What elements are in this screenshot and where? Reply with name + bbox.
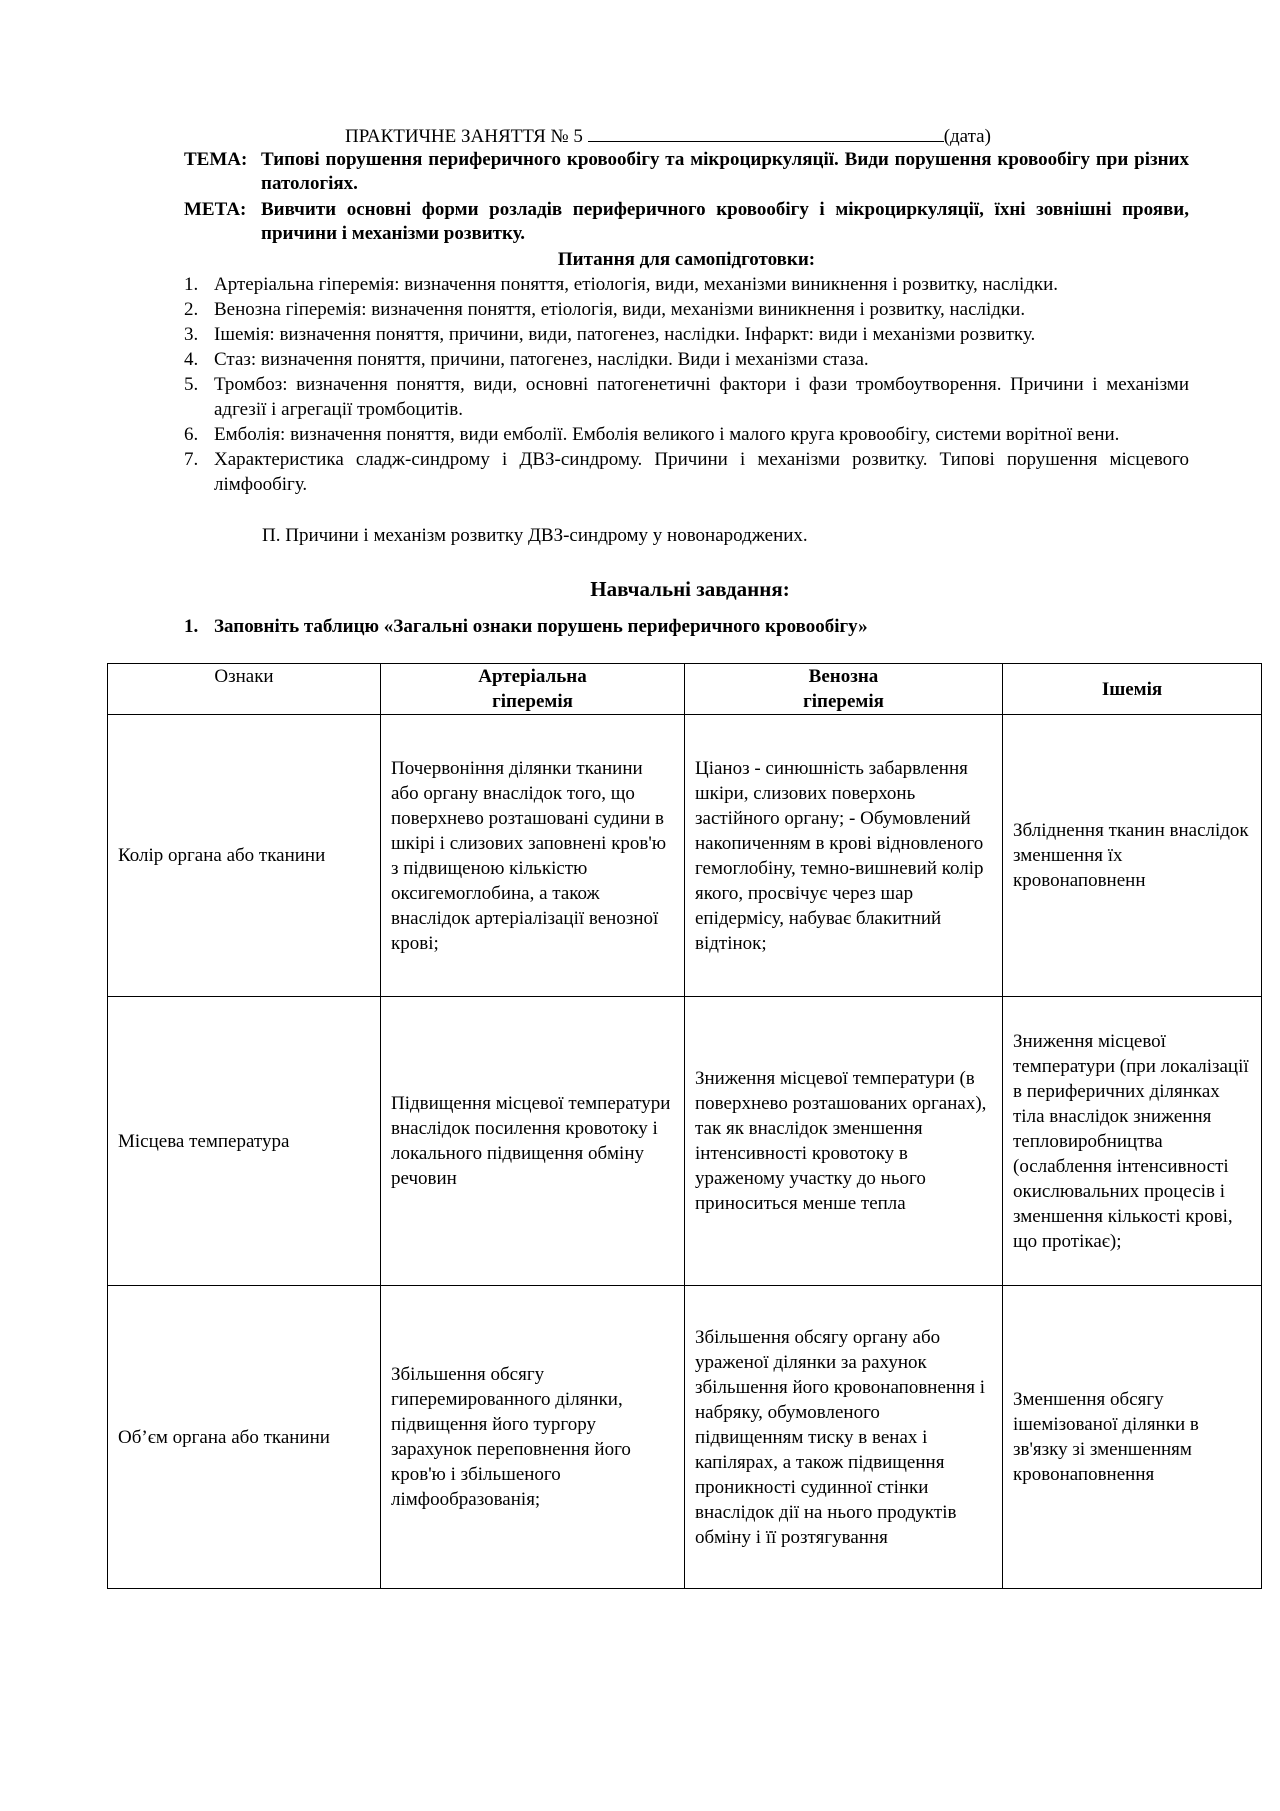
list-item xyxy=(184,322,1189,347)
signs-table xyxy=(107,663,1262,1589)
self-prep-title: Питання для самопідготовки: xyxy=(557,249,816,270)
task-text: Заповніть таблицю «Загальні ознаки порушень периферичного кровообігу» xyxy=(214,616,868,637)
cell-ischemia: Зменшення обсягу ішемізованої ділянки в зв'язку зі зменшенням кровонаповнення xyxy=(1003,1286,1262,1589)
cell-sign: Об’єм органа або тканини xyxy=(108,1286,381,1589)
tema-block xyxy=(184,148,1189,196)
cell-venous: Збільшення обсягу органу або ураженої ділянки за рахунок збільшення його кровонаповнення і набряку, обумовленого підвищенням тиску в венах і капілярах, а також підвищення проникності судинної стінки внаслідок дії на нього продуктів обміну і її розтягування xyxy=(685,1286,1003,1589)
cell-arterial: Збільшення обсягу гиперемированного ділянки, підвищення його тургору зарахунок переповнення його кров'ю і збільшеного лімфообразованія; xyxy=(381,1286,685,1589)
tema-text: Типові порушення периферичного кровообігу та мікроциркуляції. Види порушення кровообігу при різних патологіях. xyxy=(261,149,1189,194)
cell-venous: Ціаноз - синюшність забарвлення шкіри, слизових поверхонь застійного органу; - Обумовлений накопиченням в крові відновленого гемоглобіну, темно-вишневий колір якого, просвічує через шар епідермісу, набуває блакитний відтінок; xyxy=(685,715,1003,997)
lesson-header xyxy=(345,124,991,149)
header-arterial xyxy=(381,664,685,715)
header-signs: Ознаки xyxy=(108,664,381,715)
list-item-number: 6. xyxy=(184,424,199,445)
list-item-text: Емболія: визначення поняття, види емболії. Емболія великого і малого круга кровообігу, системи ворітної вени. xyxy=(214,424,1120,445)
cell-arterial: Почервоніння ділянки тканини або органу внаслідок того, що поверхнево розташовані судини в шкірі і слизових заповнені кров'ю з підвищеною кількістю оксигемоглобина, а також внаслідок артеріалізації венозної крові; xyxy=(381,715,685,997)
header-venous-line1: Венозна xyxy=(808,666,879,687)
date-blank-line xyxy=(588,124,944,142)
header-arterial-line2: гіперемія xyxy=(492,691,573,712)
cell-ischemia: Збліднення тканин внаслідок зменшення їх кровонаповненн xyxy=(1003,715,1262,997)
extra-question: П. Причини і механізм розвитку ДВЗ-синдрому у новонароджених. xyxy=(262,525,808,546)
meta-text: Вивчити основні форми розладів периферичного кровообігу і мікроциркуляції, їхні зовнішні прояви, причини і механізми розвитку. xyxy=(261,199,1189,244)
cell-arterial: Підвищення місцевої температури внаслідок посилення кровотоку і локального підвищення обміну речовин xyxy=(381,997,685,1286)
cell-sign: Місцева температура xyxy=(108,997,381,1286)
list-item-number: 5. xyxy=(184,374,199,395)
header-venous-line2: гіперемія xyxy=(803,691,884,712)
table-row xyxy=(108,997,1262,1286)
tema-label: ТЕМА: xyxy=(184,149,248,170)
list-item-text: Тромбоз: визначення поняття, види, основні патогенетичні фактори і фази тромбоутворення. Причини і механізми адгезії і агрегації тромбоцитів. xyxy=(214,374,1189,420)
list-item xyxy=(184,422,1189,447)
header-ischemia: Ішемія xyxy=(1003,664,1262,715)
list-item xyxy=(184,447,1189,497)
list-item-text: Стаз: визначення поняття, причини, патогенез, наслідки. Види і механізми стаза. xyxy=(214,349,869,370)
tasks-title: Навчальні завдання: xyxy=(590,577,790,601)
meta-label: МЕТА: xyxy=(184,199,247,220)
list-item-number: 2. xyxy=(184,299,199,320)
list-item-number: 7. xyxy=(184,449,199,470)
date-label: (дата) xyxy=(943,126,991,147)
list-item-number: 1. xyxy=(184,274,199,295)
list-item xyxy=(184,372,1189,422)
cell-ischemia: Зниження місцевої температури (при локалізації в периферичних ділянках тіла внаслідок зниження тепловиробництва (ослаблення інтенсивності окислювальних процесів і зменшення кількості крові, що протікає); xyxy=(1003,997,1262,1286)
task-number: 1. xyxy=(184,616,199,637)
table-row xyxy=(108,1286,1262,1589)
list-item xyxy=(184,347,1189,372)
list-item-number: 3. xyxy=(184,324,199,345)
header-venous xyxy=(685,664,1003,715)
table-row xyxy=(108,715,1262,997)
list-item-text: Венозна гіперемія: визначення поняття, етіологія, види, механізми виникнення і розвитку, наслідки. xyxy=(214,299,1026,320)
list-item-text: Ішемія: визначення поняття, причини, види, патогенез, наслідки. Інфаркт: види і механізми розвитку. xyxy=(214,324,1036,345)
cell-venous: Зниження місцевої температури (в поверхнево розташованих органах), так як внаслідок зменшення інтенсивності кровотоку в ураженому участку до нього приноситься менше тепла xyxy=(685,997,1003,1286)
cell-sign: Колір органа або тканини xyxy=(108,715,381,997)
list-item xyxy=(184,297,1189,322)
table-header-row xyxy=(108,664,1262,715)
lesson-title: ПРАКТИЧНЕ ЗАНЯТТЯ № 5 xyxy=(345,126,583,147)
task-1 xyxy=(184,615,868,639)
list-item-number: 4. xyxy=(184,349,199,370)
self-prep-list xyxy=(184,272,1189,497)
list-item-text: Артеріальна гіперемія: визначення поняття, етіологія, види, механізми виникнення і розвитку, наслідки. xyxy=(214,274,1059,295)
header-arterial-line1: Артеріальна xyxy=(478,666,587,687)
meta-block xyxy=(184,198,1189,246)
list-item xyxy=(184,272,1189,297)
list-item-text: Характеристика сладж-синдрому і ДВЗ-синдрому. Причини і механізми розвитку. Типові порушення місцевого лімфообігу. xyxy=(214,449,1189,495)
